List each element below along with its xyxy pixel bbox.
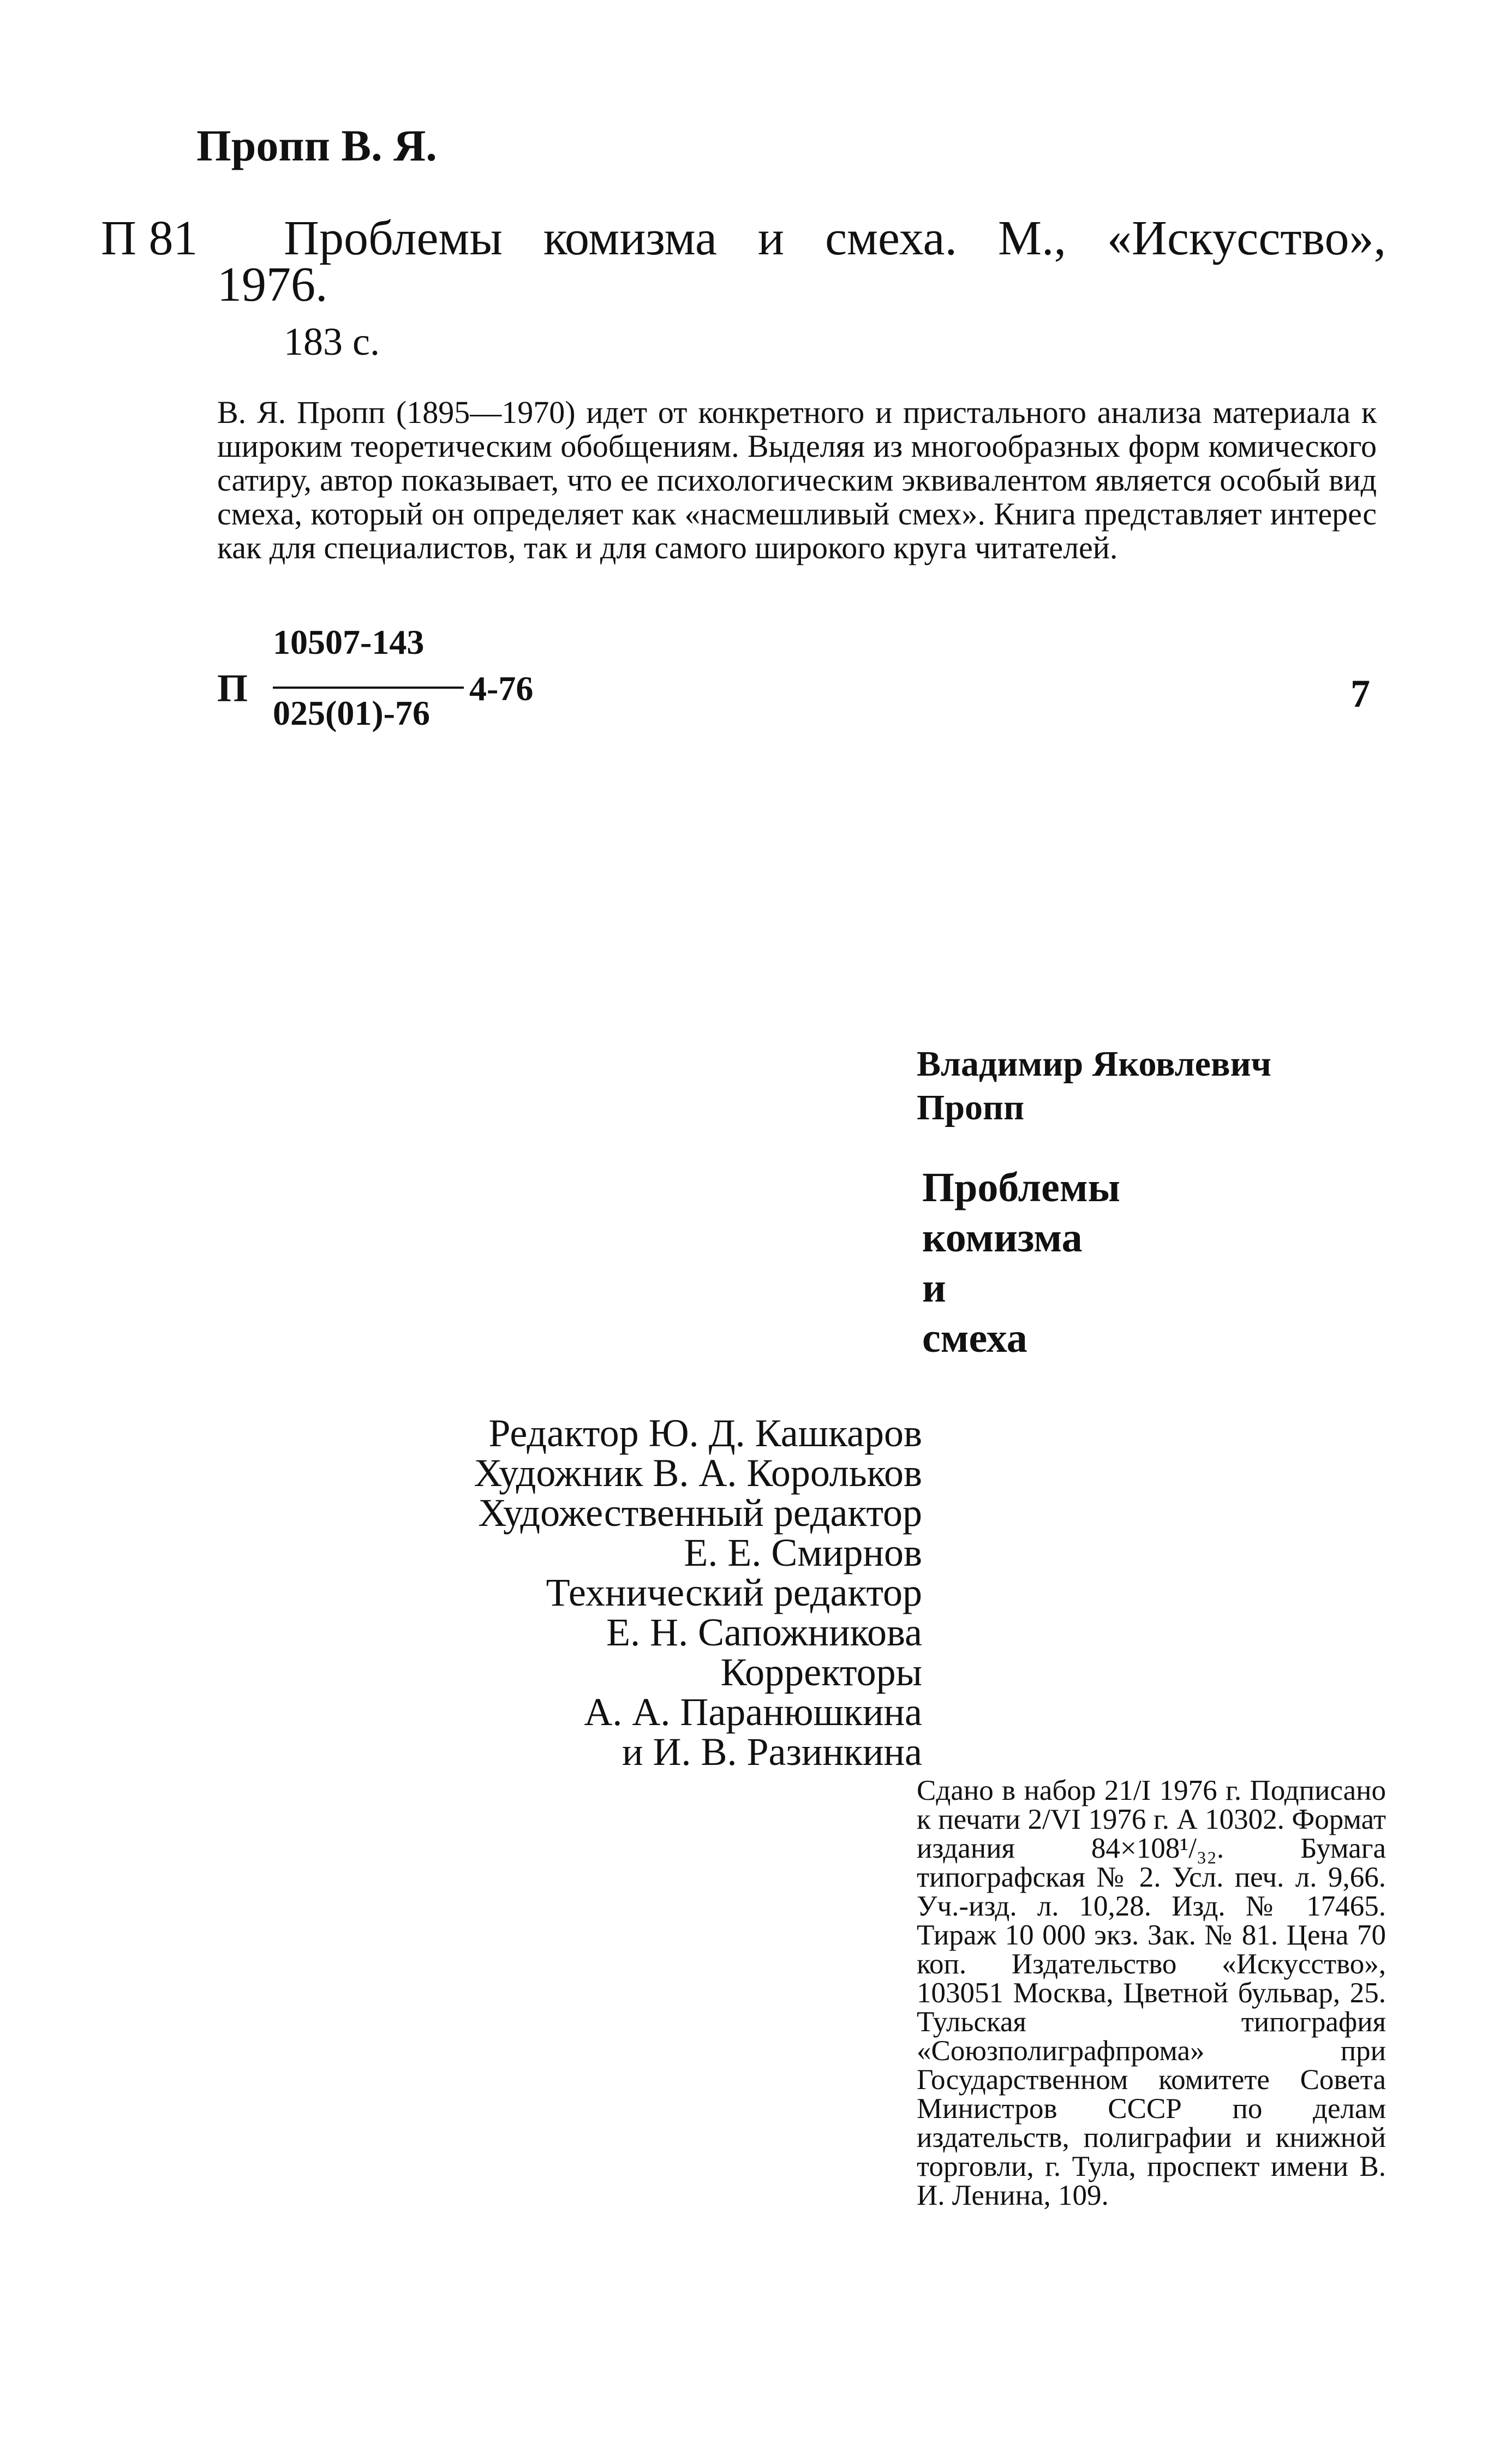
- book-title-line: смеха: [922, 1315, 1027, 1361]
- book-title: [922, 1162, 1120, 1363]
- bbk-suffix: 4-76: [469, 669, 534, 708]
- bbk-fraction-line: [273, 687, 464, 689]
- book-title-line: комизма: [922, 1215, 1083, 1261]
- credit-line: Художественный редактор: [478, 1491, 922, 1535]
- credit-line: Корректоры: [720, 1650, 922, 1694]
- credit-line: и И. В. Разинкина: [622, 1730, 922, 1774]
- colophon-block: Сдано в набор 21/I 1976 г. Подписано к печати 2/VI 1976 г. А 10302. Формат издания 84×108¹/₃₂. Бумага типографская № 2. Усл. печ. л. 9,66. Уч.-изд. л. 10,28. Изд. № 17465. Тираж 10 000 экз. Зак. № 81. Цена 70 коп. Издательство «Искусство», 103051 Москва, Цветной бульвар, 25. Тульская типография «Союзполиграфпрома» при Государственном комитете Совета Министров СССР по делам издательств, полиграфии и книжной торговли, г. Тула, проспект имени В. И. Ленина, 109.: [917, 1775, 1386, 2211]
- credits-block: [306, 1413, 922, 1772]
- bbk-denominator: 025(01)-76: [273, 694, 430, 732]
- annotation-paragraph: В. Я. Пропп (1895—1970) идет от конкретного и пристального анализа материала к широким теоретическим обобщениям. Выделяя из многообразных форм комического сатиру, автор показывает, что ее психологическим эквивалентом является особый вид смеха, который он определяет как «насмешливый смех». Книга представляет интерес как для специалистов, так и для самого широкого круга читателей.: [217, 395, 1377, 565]
- bbk-numerator: 10507-143: [273, 623, 425, 661]
- credit-line: Редактор Ю. Д. Кашкаров: [488, 1411, 922, 1455]
- author-name-line: Пропп: [917, 1088, 1025, 1127]
- publication-year: 1976.: [217, 258, 328, 312]
- catalog-code: П 81: [101, 211, 198, 265]
- author-name-line: Владимир Яковлевич: [917, 1044, 1271, 1084]
- credit-line: Технический редактор: [546, 1571, 922, 1614]
- author-heading: Пропп В. Я.: [196, 121, 437, 170]
- sheet-number: 7: [1350, 672, 1370, 715]
- bibliographic-title: Проблемы комизма и смеха. М., «Искусство»,: [284, 211, 1386, 265]
- page-count: 183 с.: [284, 320, 380, 363]
- book-title-line: Проблемы: [922, 1165, 1120, 1210]
- bbk-letter: П: [217, 666, 248, 710]
- credit-line: Е. Е. Смирнов: [684, 1531, 922, 1574]
- credit-line: Художник В. А. Корольков: [474, 1451, 922, 1495]
- credit-line: Е. Н. Сапожникова: [606, 1610, 922, 1654]
- author-full-name: [917, 1042, 1271, 1130]
- book-title-line: и: [922, 1265, 946, 1311]
- credit-line: А. А. Паранюшкина: [584, 1690, 922, 1734]
